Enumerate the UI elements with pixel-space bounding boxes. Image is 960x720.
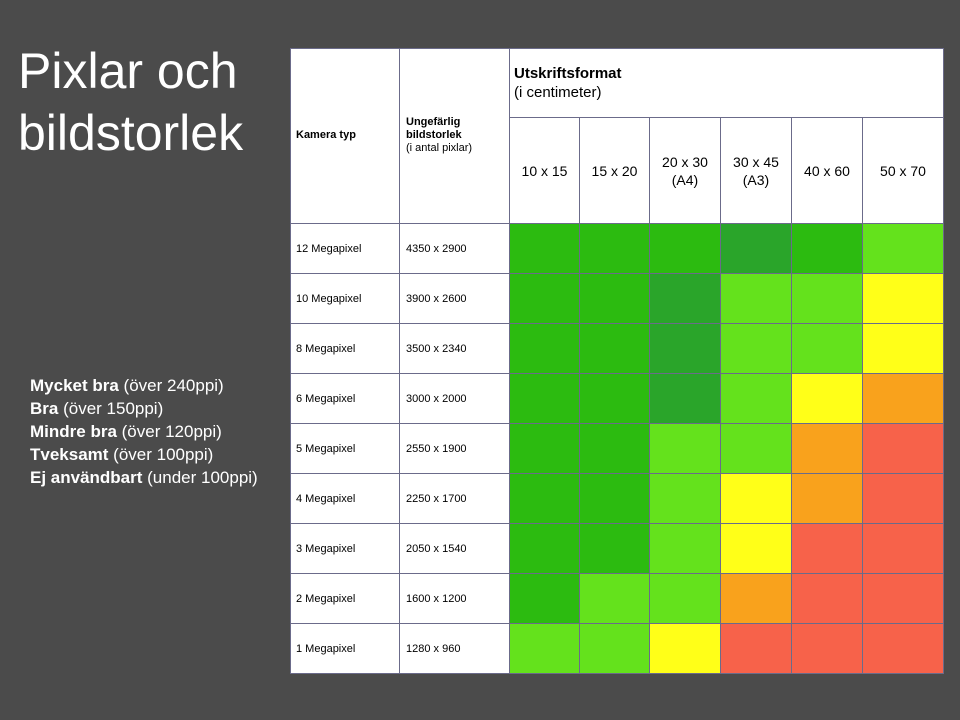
rating-cell	[580, 374, 650, 424]
rating-cell	[580, 474, 650, 524]
rating-cell	[580, 224, 650, 274]
legend-item	[30, 443, 290, 466]
rating-cell	[721, 324, 792, 374]
row-camera	[290, 524, 400, 574]
rating-cell	[863, 224, 944, 274]
rating-cell	[863, 574, 944, 624]
rating-cell	[721, 574, 792, 624]
header-image-size-sublabel: (i antal pixlar)	[406, 142, 473, 154]
header-format	[863, 118, 944, 224]
rating-cell	[792, 424, 863, 474]
rating-cell	[650, 474, 721, 524]
legend-item	[30, 466, 290, 489]
rating-cell	[792, 224, 863, 274]
rating-cell	[863, 374, 944, 424]
rating-cell	[863, 274, 944, 324]
header-print-format-sublabel: (i centimeter)	[514, 83, 602, 101]
row-camera-label: 6 Megapixel	[296, 392, 356, 405]
rating-cell	[580, 324, 650, 374]
rating-cell	[721, 474, 792, 524]
rating-cell	[792, 524, 863, 574]
row-camera-label: 3 Megapixel	[296, 542, 356, 555]
legend-item-label: Mindre bra	[30, 422, 117, 441]
rating-cell	[510, 524, 580, 574]
rating-cell	[580, 574, 650, 624]
row-pixels	[400, 324, 510, 374]
header-format	[721, 118, 792, 224]
rating-cell	[792, 574, 863, 624]
rating-cell	[510, 324, 580, 374]
row-camera-label: 1 Megapixel	[296, 642, 356, 655]
row-pixels-label: 3900 x 2600	[406, 292, 467, 305]
rating-cell	[650, 574, 721, 624]
rating-cell	[580, 524, 650, 574]
rating-cell	[510, 424, 580, 474]
rating-cell	[510, 474, 580, 524]
row-pixels	[400, 524, 510, 574]
header-format-label: 40 x 60	[804, 162, 850, 179]
row-pixels-label: 1280 x 960	[406, 642, 461, 655]
legend-item-range: (under 100ppi)	[142, 468, 258, 487]
header-camera-type-label: Kamera typ	[296, 129, 356, 141]
legend-item-range: (över 120ppi)	[116, 422, 222, 441]
header-format	[580, 118, 650, 224]
row-camera	[290, 324, 400, 374]
legend-item	[30, 397, 290, 420]
row-camera	[290, 374, 400, 424]
row-camera-label: 5 Megapixel	[296, 442, 356, 455]
row-pixels	[400, 624, 510, 674]
header-image-size	[400, 48, 510, 224]
header-format-label: 10 x 15	[521, 162, 568, 179]
header-format	[650, 118, 721, 224]
row-pixels	[400, 574, 510, 624]
row-pixels-label: 2250 x 1700	[406, 492, 467, 505]
rating-cell	[721, 274, 792, 324]
legend-item-range: (över 150ppi)	[58, 399, 164, 418]
row-camera-label: 8 Megapixel	[296, 342, 356, 355]
header-print-format	[510, 48, 944, 118]
rating-cell	[650, 624, 721, 674]
rating-cell	[580, 424, 650, 474]
rating-cell	[863, 524, 944, 574]
rating-cell	[721, 424, 792, 474]
header-camera-type	[290, 48, 400, 224]
header-format-label: 50 x 70	[880, 162, 926, 179]
header-format-label: 20 x 30 (A4)	[662, 153, 708, 188]
header-print-format-label: Utskriftsformat	[514, 64, 622, 82]
rating-cell	[721, 524, 792, 574]
row-pixels-label: 2550 x 1900	[406, 442, 467, 455]
row-pixels-label: 3500 x 2340	[406, 342, 467, 355]
row-camera	[290, 474, 400, 524]
row-pixels-label: 3000 x 2000	[406, 392, 467, 405]
legend-item	[30, 420, 290, 443]
row-camera-label: 4 Megapixel	[296, 492, 356, 505]
legend-item-range: (över 240ppi)	[118, 376, 224, 395]
rating-cell	[510, 224, 580, 274]
rating-cell	[792, 374, 863, 424]
rating-cell	[650, 274, 721, 324]
legend-item-label: Tveksamt	[30, 445, 109, 464]
rating-cell	[863, 624, 944, 674]
legend-item-label: Mycket bra	[30, 376, 119, 395]
rating-cell	[510, 574, 580, 624]
rating-cell	[580, 624, 650, 674]
row-pixels	[400, 374, 510, 424]
rating-cell	[650, 524, 721, 574]
row-camera	[290, 624, 400, 674]
header-format	[510, 118, 580, 224]
row-pixels	[400, 224, 510, 274]
rating-cell	[792, 474, 863, 524]
rating-cell	[650, 224, 721, 274]
rating-cell	[650, 324, 721, 374]
row-camera	[290, 224, 400, 274]
rating-cell	[792, 274, 863, 324]
rating-cell	[721, 374, 792, 424]
row-camera-label: 2 Megapixel	[296, 592, 356, 605]
rating-cell	[510, 374, 580, 424]
rating-cell	[863, 424, 944, 474]
row-pixels	[400, 474, 510, 524]
rating-cell	[650, 374, 721, 424]
row-camera	[290, 424, 400, 474]
rating-cell	[863, 474, 944, 524]
row-pixels	[400, 274, 510, 324]
rating-cell	[792, 324, 863, 374]
row-camera	[290, 274, 400, 324]
row-pixels-label: 2050 x 1540	[406, 542, 467, 555]
row-camera	[290, 574, 400, 624]
row-pixels	[400, 424, 510, 474]
header-format-label: 30 x 45 (A3)	[733, 153, 779, 188]
header-image-size-label: Ungefärlig bildstorlek	[406, 116, 462, 141]
row-camera-label: 12 Megapixel	[296, 242, 362, 255]
row-pixels-label: 4350 x 2900	[406, 242, 467, 255]
rating-cell	[580, 274, 650, 324]
rating-cell	[721, 624, 792, 674]
legend-item-label: Ej användbart	[30, 468, 143, 487]
slide-title: Pixlar och bildstorlek	[18, 43, 244, 161]
quality-legend	[30, 374, 290, 489]
rating-cell	[721, 224, 792, 274]
rating-cell	[863, 324, 944, 374]
print-size-table	[290, 48, 944, 674]
rating-cell	[792, 624, 863, 674]
legend-item-range: (över 100ppi)	[108, 445, 214, 464]
rating-cell	[510, 624, 580, 674]
legend-item-label: Bra	[30, 399, 59, 418]
row-pixels-label: 1600 x 1200	[406, 592, 467, 605]
legend-item	[30, 374, 290, 397]
header-format	[792, 118, 863, 224]
rating-cell	[510, 274, 580, 324]
header-format-label: 15 x 20	[591, 162, 638, 179]
row-camera-label: 10 Megapixel	[296, 292, 362, 305]
rating-cell	[650, 424, 721, 474]
